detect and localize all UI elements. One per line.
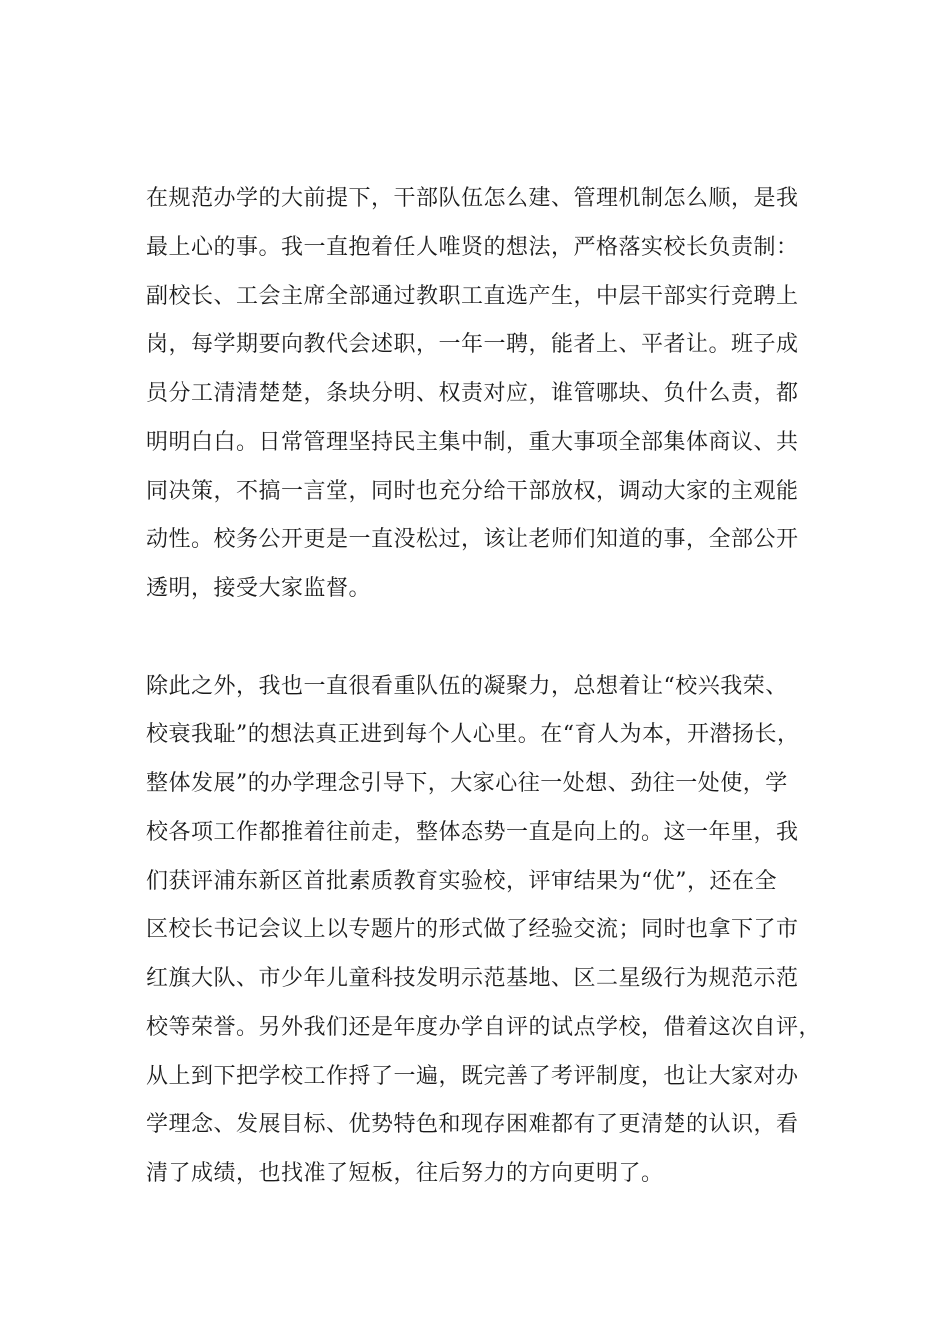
text-line: 岗，每学期要向教代会述职，一年一聘，能者上、平者让。班子成 <box>146 332 799 357</box>
text-line: 整体发展”的办学理念引导下，大家心往一处想、劲往一处使，学 <box>146 771 788 796</box>
text-line: 校衰我耻”的想法真正进到每个人心里。在“育人为本，开潜扬长， <box>146 722 800 747</box>
text-line: 清了成绩，也找准了短板，往后努力的方向更明了。 <box>146 1161 664 1186</box>
text-line: 动性。校务公开更是一直没松过，该让老师们知道的事，全部公开 <box>146 527 799 552</box>
text-line: 透明，接受大家监督。 <box>146 576 372 601</box>
text-line: 员分工清清楚楚，条块分明、权责对应，谁管哪块、负什么责，都 <box>146 381 799 406</box>
text-line: 最上心的事。我一直抱着任人唯贤的想法，严格落实校长负责制： <box>146 235 799 260</box>
text-line: 明明白白。日常管理坚持民主集中制，重大事项全部集体商议、共 <box>146 430 799 455</box>
text-line: 从上到下把学校工作捋了一遍，既完善了考评制度，也让大家对办 <box>146 1064 799 1089</box>
text-line: 副校长、工会主席全部通过教职工直选产生，中层干部实行竞聘上 <box>146 284 799 309</box>
text-line: 校各项工作都推着往前走，整体态势一直是向上的。这一年里，我 <box>146 820 799 845</box>
text-line: 红旗大队、市少年儿童科技发明示范基地、区二星级行为规范示范 <box>146 966 799 991</box>
text-line: 学理念、发展目标、优势特色和现存困难都有了更清楚的认识，看 <box>146 1112 799 1137</box>
text-line: 同决策，不搞一言堂，同时也充分给干部放权，调动大家的主观能 <box>146 479 799 504</box>
text-line: 校等荣誉。另外我们还是年度办学自评的试点学校，借着这次自评， <box>146 1015 822 1040</box>
text-line: 们获评浦东新区首批素质教育实验校，评审结果为“优”，还在全 <box>146 869 777 894</box>
text-line: 区校长书记会议上以专题片的形式做了经验交流；同时也拿下了市 <box>146 917 799 942</box>
text-line: 除此之外，我也一直很看重队伍的凝聚力，总想着让“校兴我荣、 <box>146 674 788 699</box>
text-line: 在规范办学的大前提下，干部队伍怎么建、管理机制怎么顺，是我 <box>146 186 799 211</box>
